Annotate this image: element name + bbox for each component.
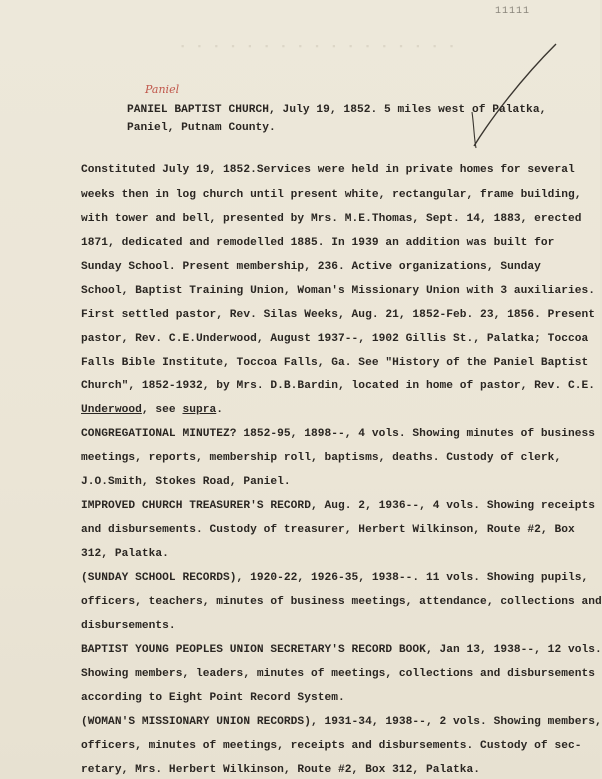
pencil-slash-mark xyxy=(470,40,560,150)
record-line: Showing members, leaders, minutes of meetings, collections and disbursements xyxy=(81,668,596,680)
underlined-supra: supra xyxy=(182,404,217,416)
record-line: retary, Mrs. Herbert Wilkinson, Route #2, Box 312, Palatka. xyxy=(81,764,481,776)
record-line: disbursements. xyxy=(81,620,176,632)
intro-line: Church", 1852-1932, by Mrs. D.B.Bardin, located in home of pastor, Rev. C.E. xyxy=(81,380,596,392)
heading-line-2: Paniel, Putnam County. xyxy=(127,122,276,134)
intro-line: First settled pastor, Rev. Silas Weeks, Aug. 21, 1852-Feb. 23, 1856. Present xyxy=(81,309,596,321)
intro-line: School, Baptist Training Union, Woman's Missionary Union with 3 auxiliaries. xyxy=(81,285,596,297)
record-line: and disbursements. Custody of treasurer, Herbert Wilkinson, Route #2, Box xyxy=(81,524,575,536)
record-line: CONGREGATIONAL MINUTEZ? 1852-95, 1898--, 4 vols. Showing minutes of business xyxy=(81,428,596,440)
intro-line: Falls Bible Institute, Toccoa Falls, Ga. See "History of the Paniel Baptist xyxy=(81,357,589,369)
bleed-through-text: ▪ ▪ ▪ ▪ ▪ ▪ ▪ ▪ ▪ ▪ ▪ ▪ ▪ ▪ ▪ ▪ ▪ xyxy=(180,42,458,52)
record-line: J.O.Smith, Stokes Road, Paniel. xyxy=(81,476,291,488)
record-line: IMPROVED CHURCH TREASURER'S RECORD, Aug. 2, 1936--, 4 vols. Showing receipts xyxy=(81,500,596,512)
heading-line-1: PANIEL BAPTIST CHURCH, July 19, 1852. 5 miles west of Palatka, xyxy=(127,104,547,116)
record-line: officers, teachers, minutes of business meetings, attendance, collections and xyxy=(81,596,602,608)
record-line: 312, Palatka. xyxy=(81,548,169,560)
record-line: according to Eight Point Record System. xyxy=(81,692,345,704)
record-line: BAPTIST YOUNG PEOPLES UNION SECRETARY'S RECORD BOOK, Jan 13, 1938--, 12 vols. xyxy=(81,644,602,656)
intro-line: Sunday School. Present membership, 236. Active organizations, Sunday xyxy=(81,261,541,273)
intro-line: pastor, Rev. C.E.Underwood, August 1937--, 1902 Gillis St., Palatka; Toccoa xyxy=(81,333,589,345)
intro-line: with tower and bell, presented by Mrs. M.E.Thomas, Sept. 14, 1883, erected xyxy=(81,213,582,225)
record-line: (WOMAN'S MISSIONARY UNION RECORDS), 1931-34, 1938--, 2 vols. Showing members, xyxy=(81,716,602,728)
intro-line: Constituted July 19, 1852.Services were held in private homes for several xyxy=(81,164,575,176)
intro-last-line: Underwood, see supra. xyxy=(81,404,224,416)
underlined-name: Underwood xyxy=(81,404,142,416)
handwritten-annotation: Paniel xyxy=(145,83,180,96)
record-line: (SUNDAY SCHOOL RECORDS), 1920-22, 1926-35, 1938--. 11 vols. Showing pupils, xyxy=(81,572,589,584)
record-line: meetings, reports, membership roll, baptisms, deaths. Custody of clerk, xyxy=(81,452,562,464)
intro-line: weeks then in log church until present white, rectangular, frame building, xyxy=(81,189,582,201)
record-line: officers, minutes of meetings, receipts and disbursements. Custody of sec- xyxy=(81,740,582,752)
intro-line: 1871, dedicated and remodelled 1885. In 1939 an addition was built for xyxy=(81,237,555,249)
corner-mark: 11111 xyxy=(494,6,530,17)
